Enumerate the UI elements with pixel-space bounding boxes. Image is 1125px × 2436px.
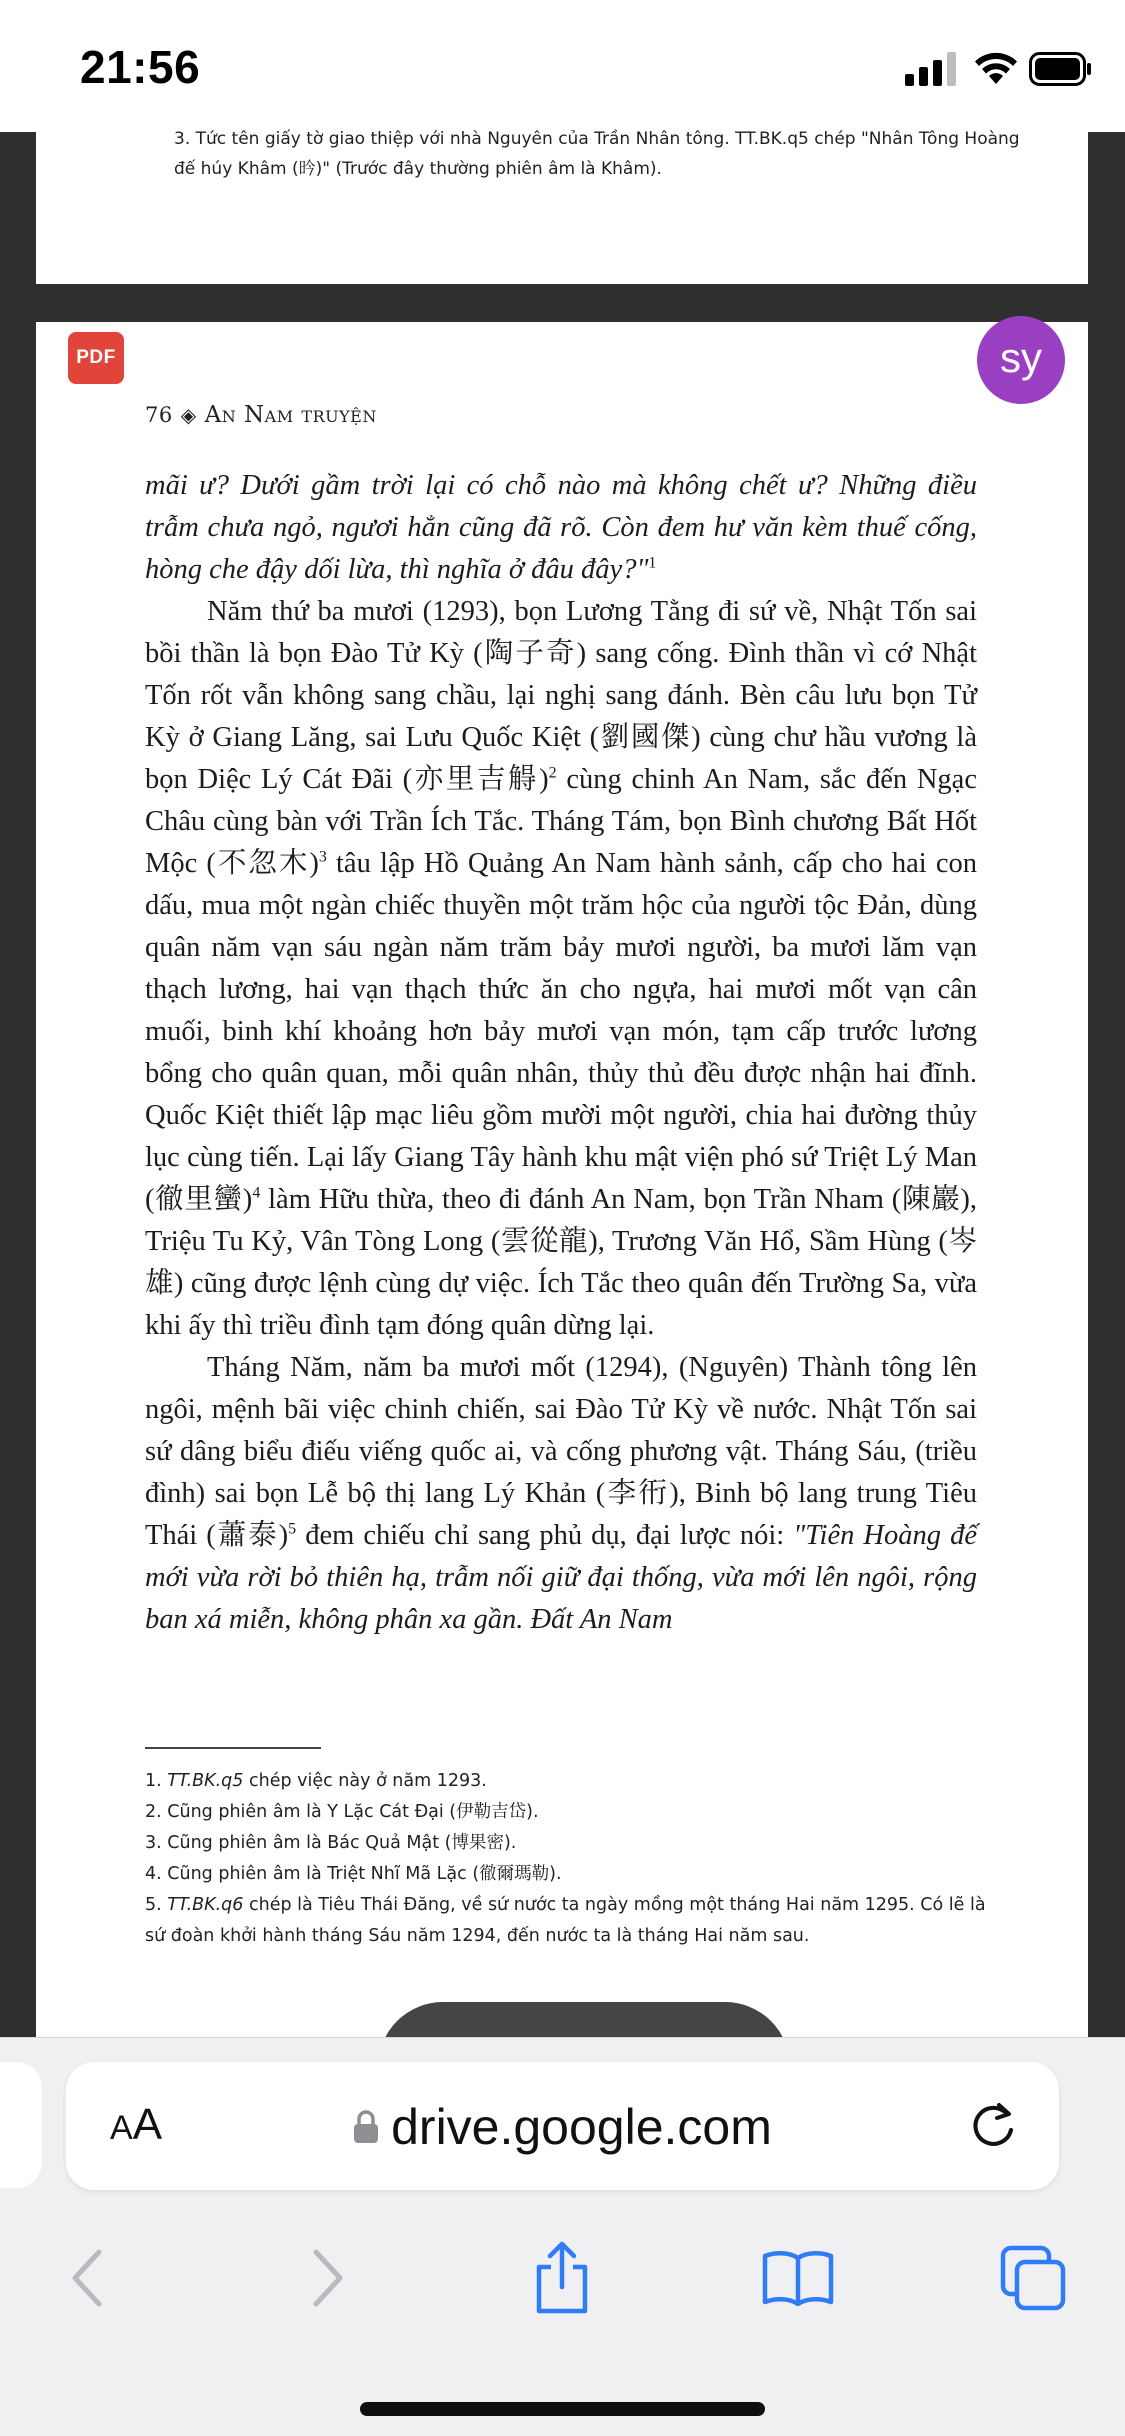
paragraph-quote: "Tiên Hoàng đế mới vừa rời bỏ thiên hạ, trẫm nối giữ đại thống, vừa mới lên ngôi, rộng ban xá miễn, không phân xa gần. Đất An Nam (145, 1520, 977, 1635)
tabs-icon (999, 2244, 1069, 2312)
paragraph-text: cùng chinh An Nam, sắc đến Ngạc Châu cùng bàn với Trần Ích Tắc. Tháng Tám, bọn Bình chương Bất Hốt Mộc (不忽木) (145, 764, 977, 879)
footnote-ref: 2 (548, 764, 557, 782)
pdf-page (36, 322, 1088, 2052)
page-number: 76 (145, 403, 173, 427)
status-icons (865, 48, 1085, 88)
address-bar[interactable] (66, 2062, 1059, 2190)
home-indicator (360, 2402, 765, 2416)
footnote-ref: 4 (252, 1184, 261, 1202)
reload-icon[interactable] (967, 2100, 1019, 2152)
running-title: An Nam truyện (204, 402, 377, 428)
paragraph (145, 591, 977, 1347)
status-bar (0, 0, 1125, 132)
running-head (145, 402, 377, 428)
share-icon (531, 2241, 593, 2315)
paragraph-text: đem chiếu chỉ sang phủ dụ, đại lược nói: (296, 1520, 794, 1551)
forward-icon (308, 2248, 348, 2308)
back-icon (67, 2248, 107, 2308)
url-text: drive.google.com (391, 2099, 772, 2155)
paragraph-text: Năm thứ ba mươi (1293), bọn Lương Tằng đi sứ về, Nhật Tốn sai bồi thần là bọn Đào Tử Kỳ (陶子奇) sang cống. Đình thần vì cớ Nhật Tốn rốt vẫn không sang chầu, lại nghị sang đánh. Bèn câu lưu bọn Tử Kỳ ở Giang Lăng, sai Lưu Quốc Kiệt (劉國傑) cùng chư hầu vương là bọn Diệc Lý Cát Đãi (亦里吉䚟) (145, 596, 977, 795)
paragraph (145, 465, 977, 591)
share-button[interactable] (522, 2238, 602, 2318)
previous-tab-peek[interactable] (0, 2062, 42, 2188)
footnote-ref: 1 (648, 554, 657, 572)
paragraph-text: Tháng Năm, năm ba mươi mốt (1294), (Nguyên) Thành tông lên ngôi, mệnh bãi việc chinh chiến, sai Đào Tử Kỳ về nước. Nhật Tốn sai sứ dâng biểu điếu viếng quốc ai, và cống phương vật. Tháng Sáu, (triều đình) sai bọn Lễ bộ thị lang Lý Khản (李衎), Binh bộ lang trung Tiêu Thái (蕭泰) (145, 1352, 977, 1551)
footnote-ref: 5 (288, 1520, 297, 1538)
footnote: 1. TT.BK.q5 chép việc này ở năm 1293. (145, 1771, 487, 1791)
previous-page-footnote: 3. Tức tên giấy tờ giao thiệp với nhà Nguyên của Trần Nhân tông. TT.BK.q5 chép "Nhân Tông Hoàng đế húy Khâm (昑)" (Trước đây thường phiên âm là Khâm). (174, 129, 1020, 179)
lock-icon (353, 2110, 379, 2144)
forward-button[interactable] (288, 2238, 368, 2318)
footnote: 4. Cũng phiên âm là Triệt Nhĩ Mã Lặc (徹爾瑪勒). (145, 1864, 562, 1884)
cellular-signal-icon (905, 52, 959, 86)
footnotes (145, 1766, 1005, 1952)
battery-icon (1029, 52, 1093, 86)
footnote: 2. Cũng phiên âm là Y Lặc Cát Đại (伊勒吉岱). (145, 1802, 539, 1822)
body-text (145, 465, 977, 1641)
safari-toolbar (0, 2238, 1125, 2328)
avatar[interactable]: sy (977, 316, 1065, 404)
pdf-file-icon: PDF (68, 332, 124, 384)
footnote-ref: 3 (318, 848, 327, 866)
paragraph-text: làm Hữu thừa, theo đi đánh An Nam, bọn Trần Nham (陳巖), Triệu Tu Kỷ, Vân Tòng Long (雲從龍), Trương Văn Hổ, Sầm Hùng (岑雄) cũng được lệnh cùng dự việc. Ích Tắc theo quân đến Trường Sa, vừa khi ấy thì triều đình tạm đóng quân dừng lại. (145, 1184, 977, 1341)
footnote-divider (145, 1747, 321, 1749)
bookmarks-icon (761, 2248, 835, 2308)
paragraph (145, 1347, 977, 1641)
footnote: 3. Cũng phiên âm là Bác Quả Mật (博果密). (145, 1833, 517, 1853)
pdf-viewer[interactable] (0, 129, 1125, 2037)
tabs-button[interactable] (994, 2238, 1074, 2318)
paragraph-text: tâu lập Hồ Quảng An Nam hành sảnh, cấp cho hai con dấu, mua một ngàn chiếc thuyền một trăm hộc của người tộc Đản, dùng quân năm vạn sáu ngàn năm trăm bảy mươi người, ba mươi lăm vạn thạch lương, hai vạn thạch thức ăn cho ngựa, hai mươi mốt vạn cân muối, binh khí khoảng hơn bảy mươi vạn món, tạm cấp trước lương bổng cho quân quan, mỗi quân nhân, thủy thủ đều được nhận hai đĩnh. Quốc Kiệt thiết lập mạc liêu gồm mười một người, chia hai đường thủy lục cùng tiến. Lại lấy Giang Tây hành khu mật viện phó sứ Triệt Lý Man (徹里蠻) (145, 848, 977, 1215)
safari-bottom-bar (0, 2037, 1125, 2436)
back-button[interactable] (47, 2238, 127, 2318)
footnote: 5. TT.BK.q6 chép là Tiêu Thái Đăng, về sứ nước ta ngày mồng một tháng Hai năm 1295. Có lẽ là sứ đoàn khởi hành tháng Sáu năm 1294, đến nước ta là tháng Hai năm sau. (145, 1895, 986, 1946)
bookmarks-button[interactable] (758, 2238, 838, 2318)
paragraph-text: mãi ư? Dưới gầm trời lại có chỗ nào mà không chết ư? Những điều trẫm chưa ngỏ, ngươi hẳn cũng đã rõ. Còn đem hư văn kèm thuế cống, hòng che đậy dối lừa, thì nghĩa ở đâu đây?" (145, 470, 977, 585)
status-time: 21:56 (80, 41, 201, 93)
url-field[interactable] (66, 2098, 1059, 2156)
diamond-ornament-icon: ◈ (180, 403, 197, 427)
page-settings-button[interactable]: AA (110, 2100, 163, 2149)
previous-page (36, 129, 1088, 284)
wifi-icon (973, 50, 1019, 86)
